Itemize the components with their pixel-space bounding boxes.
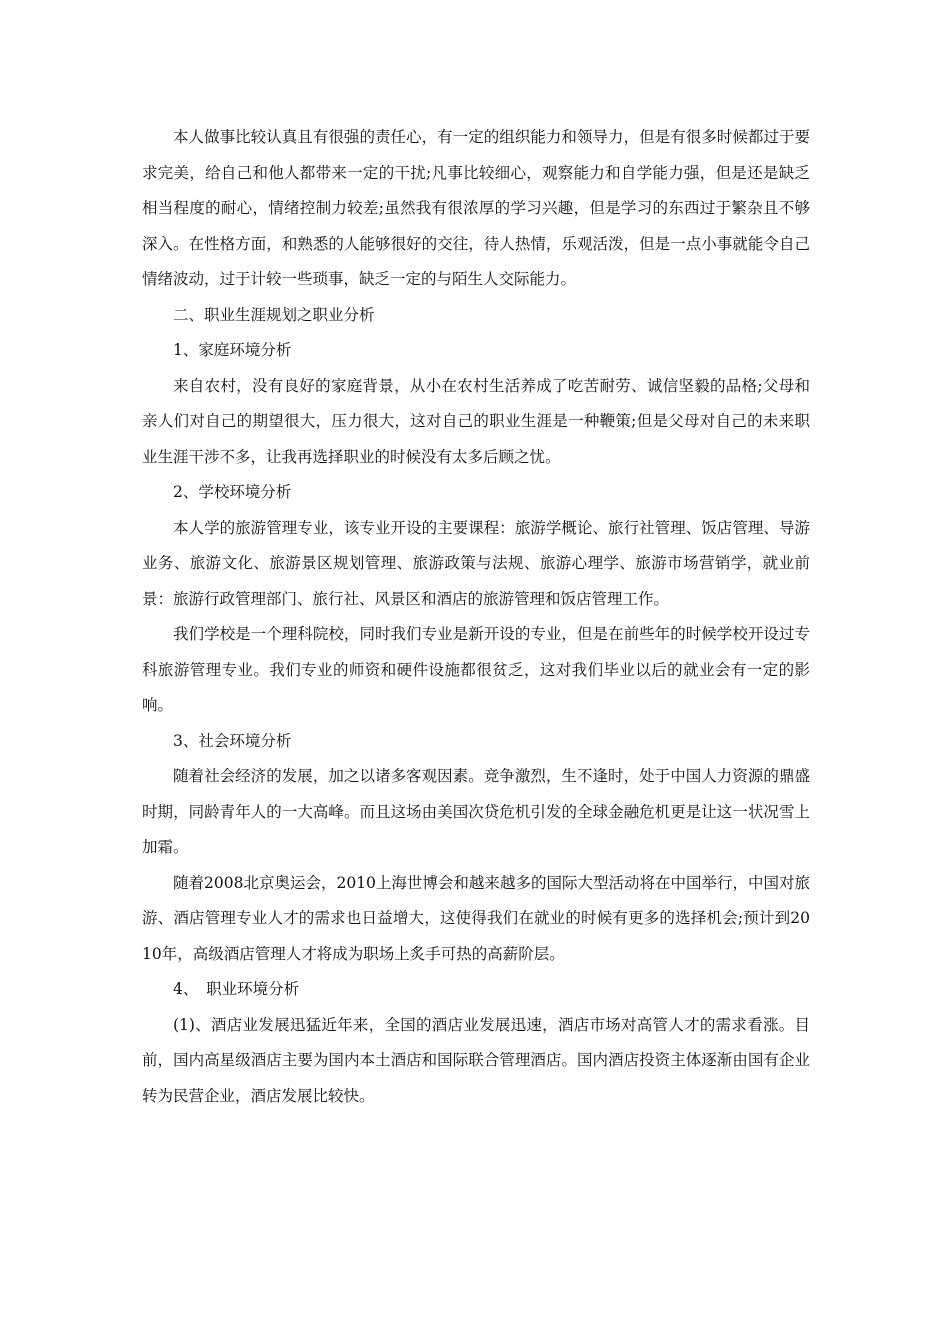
subheading-family-environment: 1、家庭环境分析 bbox=[173, 341, 292, 359]
section-heading-career-analysis: 二、职业生涯规划之职业分析 bbox=[173, 305, 375, 324]
subheading-career-environment: 4、 职业环境分析 bbox=[173, 980, 300, 998]
paragraph-family-environment: 来自农村，没有良好的家庭背景，从小在农村生活养成了吃苦耐劳、诚信坚毅的品格;父母和亲人们对自己的期望很大，压力很大，这对自己的职业生涯是一种鞭策;但是父母对自己的未来职业生涯干涉不多，让我再选择职业的时候没有太多后顾之忧。 bbox=[142, 376, 810, 466]
paragraph-hotel-industry: (1)、酒店业发展迅猛近年来，全国的酒店业发展迅速，酒店市场对高管人才的需求看涨。目前，国内高星级酒店主要为国内本土酒店和国际联合管理酒店。国内酒店投资主体逐渐由国有企业转为民营企业，酒店发展比较快。 bbox=[142, 1015, 810, 1105]
paragraph-self-assessment: 本人做事比较认真且有很强的责任心，有一定的组织能力和领导力，但是有很多时候都过于要求完美，给自己和他人都带来一定的干扰;凡事比较细心，观察能力和自学能力强，但是还是缺乏相当程度的耐心，情绪控制力较差;虽然我有很浓厚的学习兴趣，但是学习的东西过于繁杂且不够深入。在性格方面，和熟悉的人能够很好的交往，待人热情，乐观活泼，但是一点小事就能令自己情绪波动，过于计较一些琐事，缺乏一定的与陌生人交际能力。 bbox=[142, 128, 810, 288]
subheading-school-environment: 2、学校环境分析 bbox=[173, 483, 292, 501]
paragraph-major-courses: 本人学的旅游管理专业，该专业开设的主要课程：旅游学概论、旅行社管理、饭店管理、导游业务、旅游文化、旅游景区规划管理、旅游政策与法规、旅游心理学、旅游市场营销学，就业前景：旅游行政管理部门、旅行社、风景区和酒店的旅游管理和饭店管理工作。 bbox=[142, 518, 810, 608]
paragraph-social-competition: 随着社会经济的发展，加之以诸多客观因素。竞争激烈，生不逢时，处于中国人力资源的鼎盛时期，同龄青年人的一大高峰。而且这场由美国次贷危机引发的全球金融危机更是让这一状况雪上加霜。 bbox=[142, 767, 810, 856]
paragraph-school-resources: 我们学校是一个理科院校，同时我们专业是新开设的专业，但是在前些年的时候学校开设过专科旅游管理专业。我们专业的师资和硬件设施都很贫乏，这对我们毕业以后的就业会有一定的影响。 bbox=[142, 625, 810, 714]
document-body bbox=[142, 120, 810, 1114]
subheading-social-environment: 3、社会环境分析 bbox=[173, 731, 292, 750]
paragraph-olympics-expo: 随着2008北京奥运会，2010上海世博会和越来越多的国际大型活动将在中国举行，中国对旅游、酒店管理专业人才的需求也日益增大，这使得我们在就业的时候有更多的选择机会;预计到2010年，高级酒店管理人才将成为职场上炙手可热的高薪阶层。 bbox=[142, 873, 810, 963]
